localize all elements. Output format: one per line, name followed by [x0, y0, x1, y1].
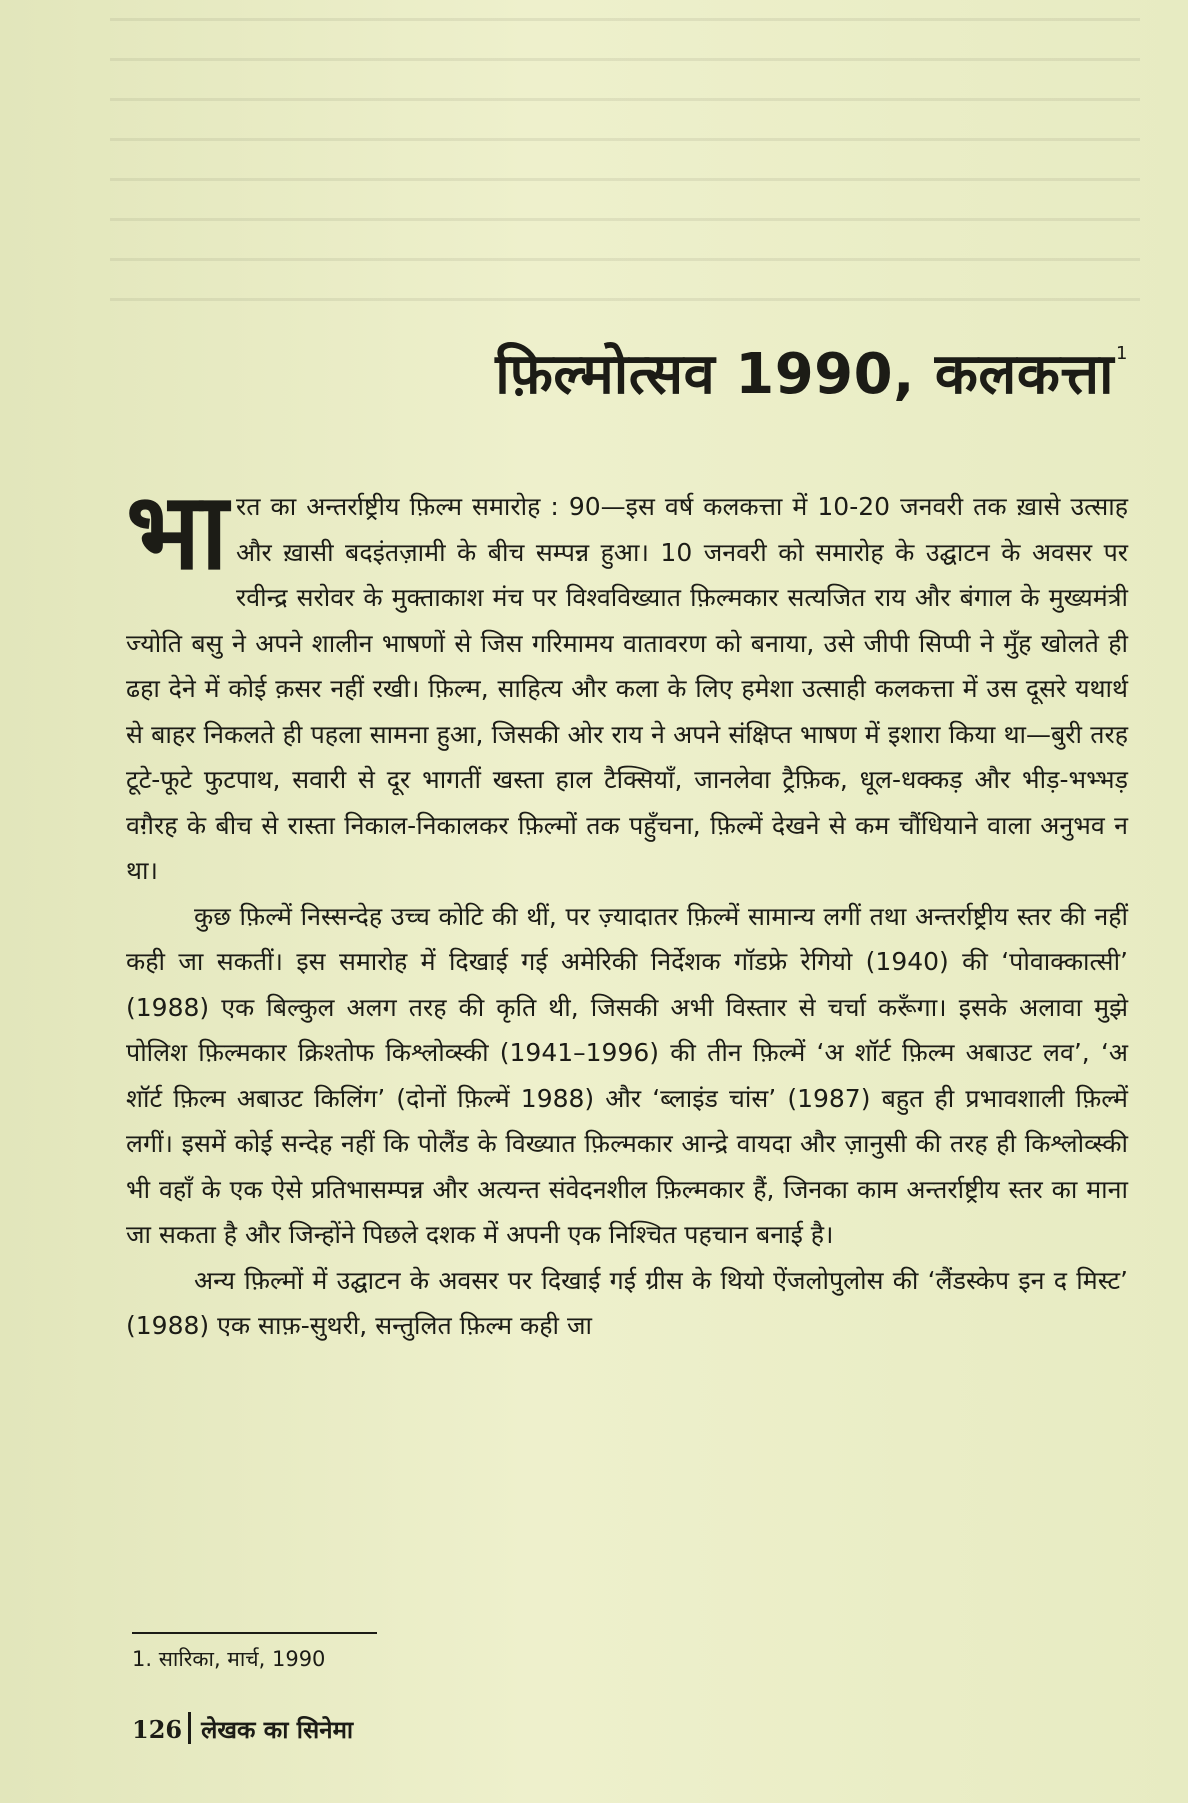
body-text: [126, 470, 1128, 1349]
book-title: लेखक का सिनेमा: [201, 1716, 354, 1744]
chapter-title: [495, 334, 1128, 410]
page-footer: [132, 1712, 353, 1746]
footer-separator: [188, 1712, 191, 1744]
title-footnote-marker: 1: [1116, 342, 1128, 364]
paragraph-2: कुछ फ़िल्में निस्सन्देह उच्च कोटि की थीं, पर ज़्यादातर फ़िल्में सामान्य लगीं तथा अन्तर्राष्ट्रीय स्तर की नहीं कही जा सकतीं। इस समारोह में दिखाई गई अमेरिकी निर्देशक गॉडफ्रे रेगियो (1940) की ‘पोवाक्कात्सी’ (1988) एक बिल्कुल अलग तरह की कृति थी, जिसकी अभी विस्तार से चर्चा करूँगा। इसके अलावा मुझे पोलिश फ़िल्मकार क्रिश्तोफ किश्लोव्स्की (1941–1996) की तीन फ़िल्में ‘अ शॉर्ट फ़िल्म अबाउट लव’, ‘अ शॉर्ट फ़िल्म अबाउट किलिंग’ (दोनों फ़िल्में 1988) और ‘ब्लाइंड चांस’ (1987) बहुत ही प्रभावशाली फ़िल्में लगीं। इसमें कोई सन्देह नहीं कि पोलैंड के विख्यात फ़िल्मकार आन्द्रे वायदा और ज़ानुसी की तरह ही किश्लोव्स्की भी वहाँ के एक ऐसे प्रतिभासम्पन्न और अत्यन्त संवेदनशील फ़िल्मकार हैं, जिनका काम अन्तर्राष्ट्रीय स्तर का माना जा सकता है और जिन्होंने पिछले दशक में अपनी एक निश्चित पहचान बनाई है।: [126, 901, 1128, 1249]
paragraph-1: [126, 470, 1128, 894]
footnote: 1. सारिका, मार्च, 1990: [132, 1647, 326, 1671]
paragraph-1-text: रत का अन्तर्राष्ट्रीय फ़िल्म समारोह : 90—इस वर्ष कलकत्ता में 10-20 जनवरी तक ख़ासे उत्साह और ख़ासी बदइंतज़ामी के बीच सम्पन्न हुआ। 10 जनवरी को समारोह के उद्घाटन के अवसर पर रवीन्द्र सरोवर के मुक्ताकाश मंच पर विश्वविख्यात फ़िल्मकार सत्यजित राय और बंगाल के मुख्यमंत्री ज्योति बसु ने अपने शालीन भाषणों से जिस गरिमामय वातावरण को बनाया, उसे जीपी सिप्पी ने मुँह खोलते ही ढहा देने में कोई क़सर नहीं रखी। फ़िल्म, साहित्य और कला के लिए हमेशा उत्साही कलकत्ता में उस दूसरे यथार्थ से बाहर निकलते ही पहला सामना हुआ, जिसकी ओर राय ने अपने संक्षिप्त भाषण में इशारा किया था—बुरी तरह टूटे-फूटे फुटपाथ, सवारी से दूर भागतीं खस्ता हाल टैक्सियाँ, जानलेवा ट्रैफ़िक, धूल-धक्कड़ और भीड़-भभ्भड़ वग़ैरह के बीच से रास्ता निकाल-निकालकर फ़िल्मों तक पहुँचना, फ़िल्में देखने से कम चौंधियाने वाला अनुभव न था।: [126, 492, 1128, 885]
paragraph-3: अन्य फ़िल्मों में उद्घाटन के अवसर पर दिखाई गई ग्रीस के थियो ऐंजलोपुलोस की ‘लैंडस्केप इन द मिस्ट’ (1988) एक साफ़-सुथरी, सन्तुलित फ़िल्म कही जा: [126, 1265, 1128, 1340]
chapter-title-text: फ़िल्मोत्सव 1990, कलकत्ता: [495, 341, 1115, 407]
show-through-text: [110, 18, 1140, 318]
footnote-rule: [132, 1632, 377, 1634]
drop-cap: भा: [126, 470, 228, 593]
page-number: 126: [132, 1715, 183, 1744]
